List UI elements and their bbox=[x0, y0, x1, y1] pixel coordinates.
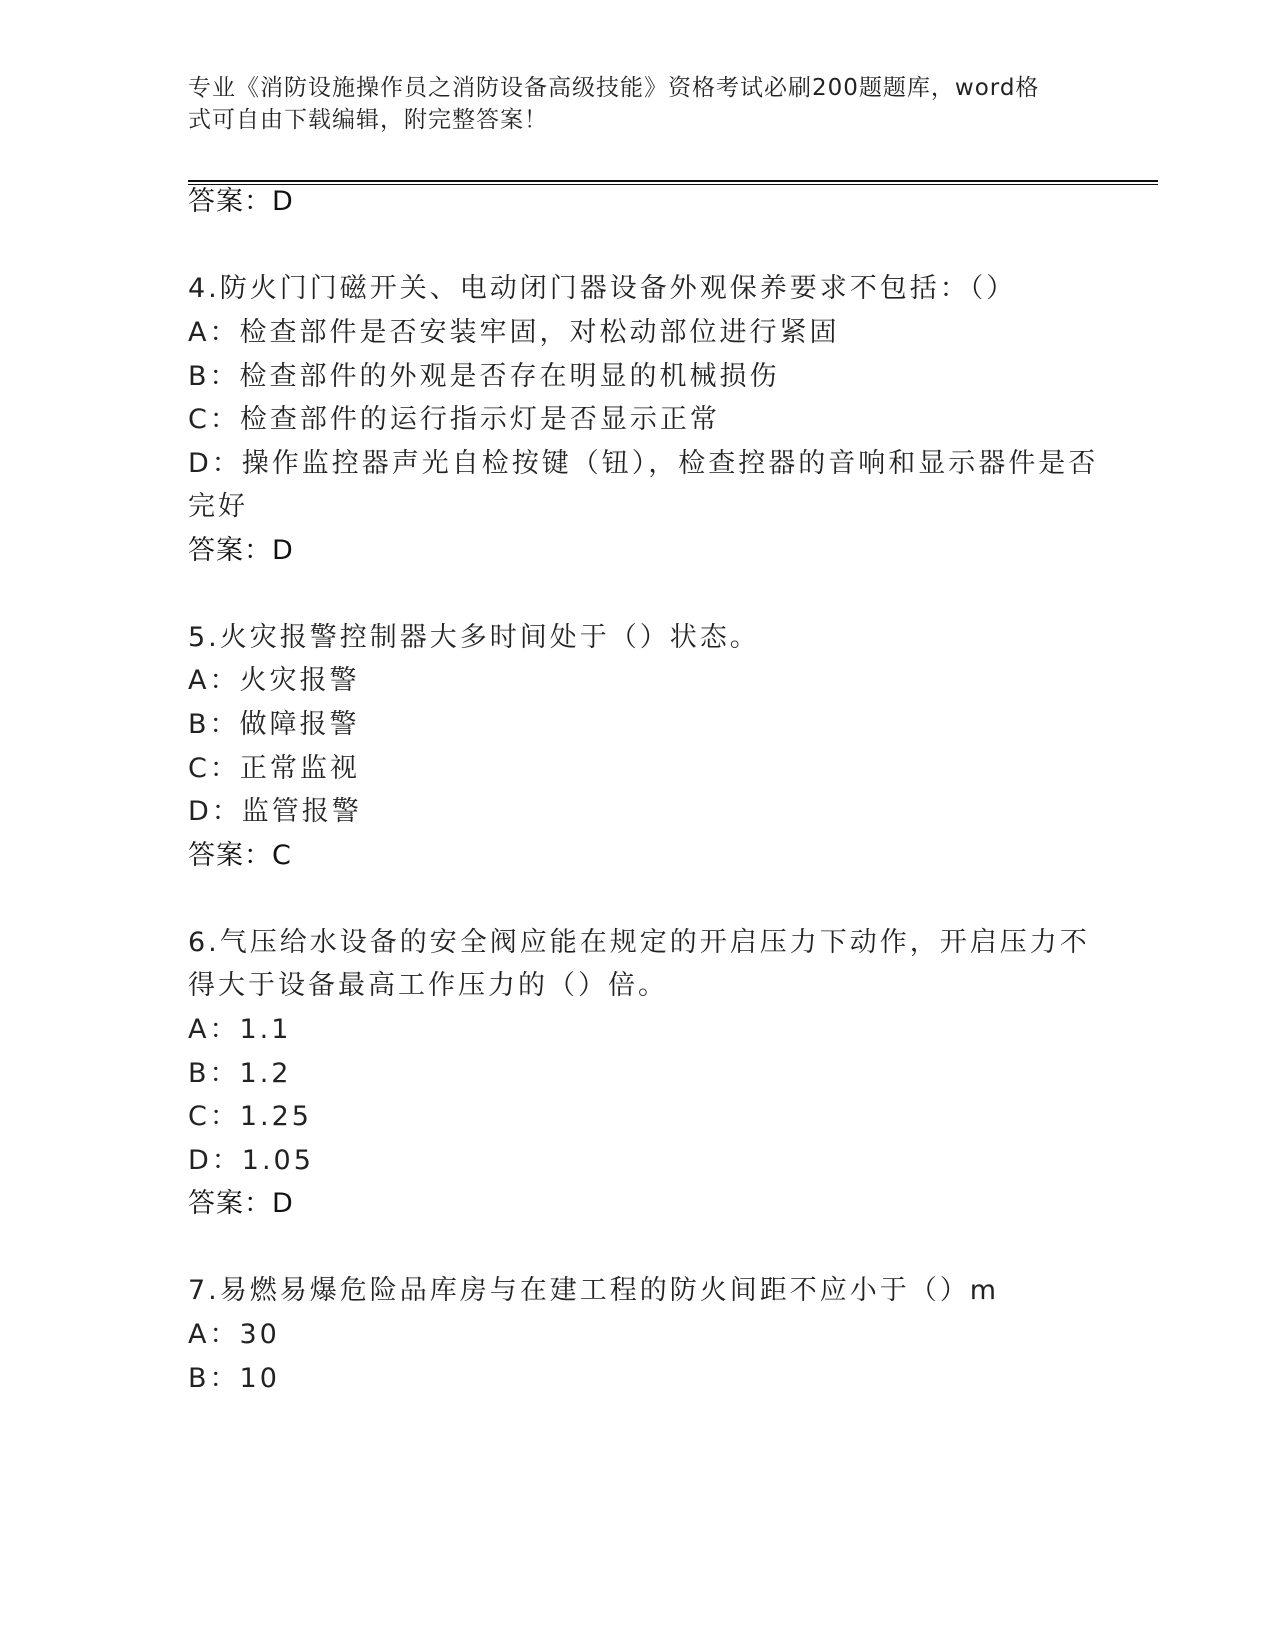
question-6-stem: 6.气压给水设备的安全阀应能在规定的开启压力下动作，开启压力不 bbox=[188, 927, 1090, 958]
question-4-option-d-continued: 完好 bbox=[188, 491, 248, 522]
header-line-1: 专业《消防设施操作员之消防设备高级技能》资格考试必刷200题题库，word格 bbox=[188, 75, 1040, 101]
previous-answer: 答案：D bbox=[188, 186, 294, 217]
question-7-option-b: B：10 bbox=[188, 1363, 280, 1394]
question-6-option-d: D：1.05 bbox=[188, 1145, 314, 1176]
question-6-option-c: C：1.25 bbox=[188, 1101, 312, 1132]
question-6-stem-continued: 得大于设备最高工作压力的（）倍。 bbox=[188, 970, 668, 1001]
question-4-option-a: A：检查部件是否安装牢固，对松动部位进行紧固 bbox=[188, 317, 840, 348]
header-line-2: 式可自由下载编辑，附完整答案！ bbox=[188, 107, 548, 133]
question-7-stem: 7.易燃易爆危险品库房与在建工程的防火间距不应小于（）m bbox=[188, 1275, 1000, 1306]
question-6-answer: 答案：D bbox=[188, 1188, 294, 1219]
question-4-stem: 4.防火门门磁开关、电动闭门器设备外观保养要求不包括：（） bbox=[188, 273, 1017, 304]
question-5-option-d: D：监管报警 bbox=[188, 796, 362, 827]
question-4-option-c: C：检查部件的运行指示灯是否显示正常 bbox=[188, 404, 720, 435]
question-6-option-b: B：1.2 bbox=[188, 1058, 292, 1089]
question-5-stem: 5.火灾报警控制器大多时间处于（）状态。 bbox=[188, 622, 760, 653]
question-5-option-b: B：做障报警 bbox=[188, 709, 360, 740]
question-4-option-d: D：操作监控器声光自检按键（钮），检查控器的音响和显示器件是否 bbox=[188, 448, 1099, 479]
question-4-answer: 答案：D bbox=[188, 535, 294, 566]
question-5-option-a: A：火灾报警 bbox=[188, 665, 360, 696]
question-5-answer: 答案：C bbox=[188, 840, 292, 871]
header-divider-thin bbox=[188, 184, 1158, 185]
question-7-option-a: A：30 bbox=[188, 1319, 280, 1350]
question-5-option-c: C：正常监视 bbox=[188, 753, 360, 784]
question-6-option-a: A：1.1 bbox=[188, 1014, 292, 1045]
document-header bbox=[188, 72, 1088, 136]
question-4-option-b: B：检查部件的外观是否存在明显的机械损伤 bbox=[188, 361, 780, 392]
header-divider-thick bbox=[188, 180, 1158, 182]
